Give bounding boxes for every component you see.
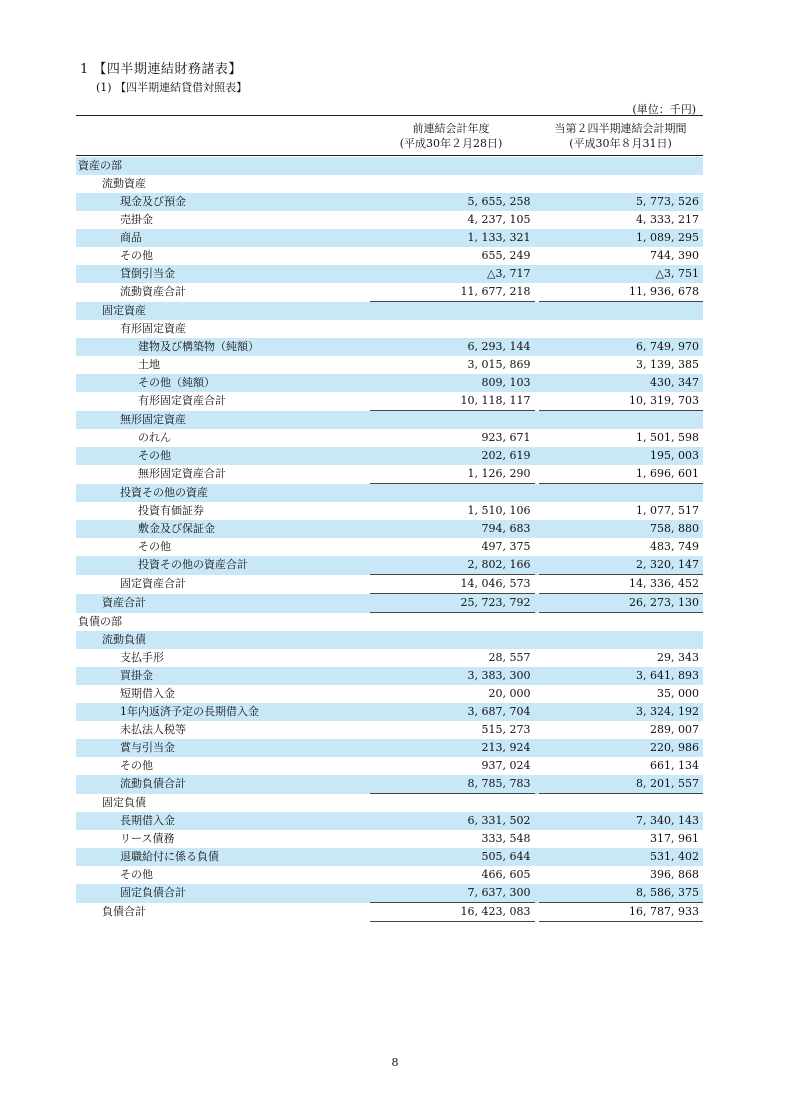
value-previous-period [370, 613, 535, 632]
row-label: 無形固定資産 [76, 411, 370, 430]
row-label: その他（純額） [76, 374, 370, 392]
table-row [76, 429, 703, 447]
row-label: 投資その他の資産 [76, 484, 370, 503]
row-label: その他 [120, 249, 153, 262]
row-label: 負債の部 [78, 614, 122, 628]
row-label: 資産の部 [76, 157, 370, 175]
value-current-period: 16, 787, 933 [539, 903, 704, 922]
table-row [76, 211, 703, 229]
table-row [76, 794, 703, 813]
value-previous-period: 3, 015, 869 [467, 358, 531, 371]
value-current-period: 5, 773, 526 [539, 193, 704, 211]
value-previous-period: 809, 103 [370, 374, 535, 392]
table-row [76, 520, 703, 538]
table-row [76, 613, 703, 632]
table-row [76, 302, 703, 321]
row-label: 長期借入金 [76, 812, 370, 830]
table-row [76, 193, 703, 211]
table-row [76, 649, 703, 667]
balance-sheet-body [76, 157, 703, 922]
table-row [76, 556, 703, 575]
value-current-period: 1, 696, 601 [539, 465, 704, 484]
value-previous-period: 6, 293, 144 [370, 338, 535, 356]
value-previous-period: 3, 687, 704 [370, 703, 535, 721]
value-previous-period [370, 484, 535, 503]
column-header-previous [368, 121, 534, 151]
value-previous-period: 16, 423, 083 [370, 903, 535, 922]
table-row [76, 830, 703, 848]
value-current-period: 29, 343 [657, 651, 699, 664]
section-title: 1 【四半期連結財務諸表】 [80, 62, 242, 77]
row-label: 敷金及び保証金 [76, 520, 370, 538]
row-label: 土地 [138, 358, 160, 371]
row-label: リース債務 [120, 832, 175, 845]
value-previous-period: 6, 331, 502 [370, 812, 535, 830]
value-previous-period: 794, 683 [370, 520, 535, 538]
value-current-period: 1, 501, 598 [636, 431, 699, 444]
row-label: 未払法人税等 [120, 723, 186, 736]
table-row [76, 812, 703, 830]
row-label: 短期借入金 [120, 687, 175, 700]
value-current-period: △3, 751 [539, 265, 704, 283]
row-label: 負債合計 [102, 905, 146, 918]
value-previous-period: 923, 671 [481, 431, 531, 444]
row-label: 固定負債 [102, 795, 146, 809]
value-current-period: 430, 347 [539, 374, 704, 392]
value-previous-period: 3, 383, 300 [370, 667, 535, 685]
column-header-current-title: 当第２四半期連結会計期間 [554, 122, 687, 135]
value-current-period: 3, 139, 385 [636, 358, 699, 371]
row-label: 商品 [76, 229, 370, 247]
row-label: その他 [138, 540, 171, 553]
value-current-period: 483, 749 [650, 540, 699, 553]
header-bottom-rule [76, 155, 703, 156]
row-label: 有形固定資産 [120, 322, 186, 335]
value-previous-period: 25, 723, 792 [370, 594, 535, 613]
row-label: 投資有価証券 [138, 504, 204, 517]
unit-label: (単位：千円) [632, 103, 696, 116]
row-label: 賞与引当金 [76, 739, 370, 757]
column-header-previous-title: 前連結会計年度 [412, 122, 490, 135]
row-label: 買掛金 [76, 667, 370, 685]
table-row [76, 866, 703, 884]
value-previous-period: 655, 249 [481, 249, 531, 262]
value-previous-period: △3, 717 [370, 265, 535, 283]
row-label: 貸倒引当金 [76, 265, 370, 283]
value-current-period [539, 484, 704, 503]
value-previous-period [370, 302, 535, 321]
table-row [76, 447, 703, 465]
table-row [76, 667, 703, 685]
value-current-period: 14, 336, 452 [539, 575, 704, 594]
value-previous-period: 466, 605 [481, 868, 531, 881]
value-previous-period: 8, 785, 783 [370, 775, 535, 794]
value-previous-period: 505, 644 [370, 848, 535, 866]
value-previous-period [370, 320, 535, 338]
value-previous-period: 202, 619 [370, 447, 535, 465]
value-current-period: 220, 986 [539, 739, 704, 757]
table-row [76, 721, 703, 739]
value-previous-period: 333, 548 [481, 832, 531, 845]
row-label: 建物及び構築物（純額） [76, 338, 370, 356]
value-current-period [539, 411, 704, 430]
balance-sheet-table [76, 157, 703, 922]
row-label: 有形固定資産合計 [138, 394, 226, 408]
value-previous-period: 4, 237, 105 [467, 213, 531, 226]
table-row [76, 703, 703, 721]
table-row [76, 374, 703, 392]
table-row [76, 465, 703, 484]
row-label: 1年内返済予定の長期借入金 [76, 703, 370, 721]
value-current-period: 289, 007 [650, 723, 699, 736]
table-row [76, 757, 703, 775]
value-current-period: 4, 333, 217 [636, 213, 699, 226]
row-label: 退職給付に係る負債 [76, 848, 370, 866]
value-previous-period: 1, 510, 106 [467, 504, 531, 517]
row-label: のれん [138, 431, 171, 444]
value-current-period: 35, 000 [657, 687, 699, 700]
value-previous-period: 497, 375 [481, 540, 531, 553]
value-current-period: 661, 134 [650, 759, 699, 772]
row-label: その他 [120, 868, 153, 881]
table-row [76, 175, 703, 193]
table-row [76, 502, 703, 520]
value-current-period: 7, 340, 143 [539, 812, 704, 830]
column-header-current-date: (平成30年８月31日) [569, 137, 672, 150]
value-previous-period: 1, 133, 321 [370, 229, 535, 247]
row-label: 投資その他の資産合計 [76, 556, 370, 575]
value-previous-period [370, 631, 535, 649]
table-row [76, 631, 703, 649]
row-label: 売掛金 [120, 213, 153, 226]
row-label: 流動負債合計 [76, 775, 370, 794]
value-previous-period: 1, 126, 290 [370, 465, 535, 484]
value-current-period: 3, 324, 192 [539, 703, 704, 721]
row-label: 固定資産 [76, 302, 370, 321]
value-previous-period: 5, 655, 258 [370, 193, 535, 211]
row-label: 流動資産 [102, 177, 146, 190]
value-current-period: 1, 077, 517 [636, 504, 699, 517]
row-label: 資産合計 [76, 594, 370, 613]
value-current-period: 2, 320, 147 [539, 556, 704, 575]
value-current-period [539, 302, 704, 321]
value-previous-period: 7, 637, 300 [370, 884, 535, 903]
value-current-period: 8, 201, 557 [539, 775, 704, 794]
row-label: その他 [76, 447, 370, 465]
value-previous-period: 28, 557 [488, 651, 531, 664]
value-current-period: 744, 390 [650, 249, 699, 262]
table-row [76, 392, 703, 411]
value-previous-period: 10, 118, 117 [370, 392, 535, 411]
value-current-period [539, 157, 704, 175]
table-row [76, 411, 703, 430]
table-row [76, 484, 703, 503]
value-previous-period [370, 411, 535, 430]
table-row [76, 884, 703, 903]
value-previous-period: 213, 924 [370, 739, 535, 757]
table-row [76, 283, 703, 302]
value-current-period: 26, 273, 130 [539, 594, 704, 613]
value-current-period: 11, 936, 678 [539, 283, 704, 302]
value-current-period [539, 794, 704, 813]
value-current-period [539, 175, 704, 193]
table-row [76, 157, 703, 175]
row-label: 流動資産合計 [120, 285, 186, 299]
subsection-title: (1) 【四半期連結貸借対照表】 [96, 81, 248, 94]
row-label: 支払手形 [120, 651, 164, 664]
row-label: 固定負債合計 [76, 884, 370, 903]
value-current-period [539, 613, 704, 632]
value-previous-period [370, 157, 535, 175]
value-previous-period [370, 794, 535, 813]
value-previous-period: 2, 802, 166 [370, 556, 535, 575]
value-current-period: 3, 641, 893 [539, 667, 704, 685]
value-previous-period: 515, 273 [481, 723, 531, 736]
value-previous-period: 937, 024 [481, 759, 531, 772]
table-row [76, 229, 703, 247]
value-current-period: 1, 089, 295 [539, 229, 704, 247]
value-previous-period [370, 175, 535, 193]
value-previous-period: 11, 677, 218 [370, 283, 535, 302]
value-current-period: 195, 003 [539, 447, 704, 465]
table-row [76, 903, 703, 922]
row-label: 無形固定資産合計 [138, 467, 226, 481]
table-row [76, 538, 703, 556]
table-row [76, 594, 703, 613]
table-row [76, 775, 703, 794]
value-current-period: 758, 880 [539, 520, 704, 538]
table-row [76, 338, 703, 356]
value-previous-period: 14, 046, 573 [370, 575, 535, 594]
value-current-period: 317, 961 [650, 832, 699, 845]
row-label: その他 [120, 759, 153, 772]
table-row [76, 356, 703, 374]
value-previous-period: 20, 000 [488, 687, 531, 700]
table-row [76, 320, 703, 338]
table-row [76, 739, 703, 757]
table-row [76, 265, 703, 283]
row-label: 現金及び預金 [76, 193, 370, 211]
table-row [76, 247, 703, 265]
table-row [76, 575, 703, 594]
value-current-period: 396, 868 [650, 868, 699, 881]
row-label: 流動負債 [76, 631, 370, 649]
value-current-period: 10, 319, 703 [539, 392, 704, 411]
column-header-current [538, 121, 703, 151]
page-number: 8 [391, 1056, 399, 1069]
row-label: 固定資産合計 [120, 577, 186, 590]
table-row [76, 848, 703, 866]
value-current-period [539, 631, 704, 649]
value-current-period: 531, 402 [539, 848, 704, 866]
table-top-rule [76, 115, 703, 116]
column-header-previous-date: (平成30年２月28日) [399, 137, 503, 150]
value-current-period: 8, 586, 375 [539, 884, 704, 903]
value-current-period: 6, 749, 970 [539, 338, 704, 356]
table-row [76, 685, 703, 703]
value-current-period [539, 320, 704, 338]
